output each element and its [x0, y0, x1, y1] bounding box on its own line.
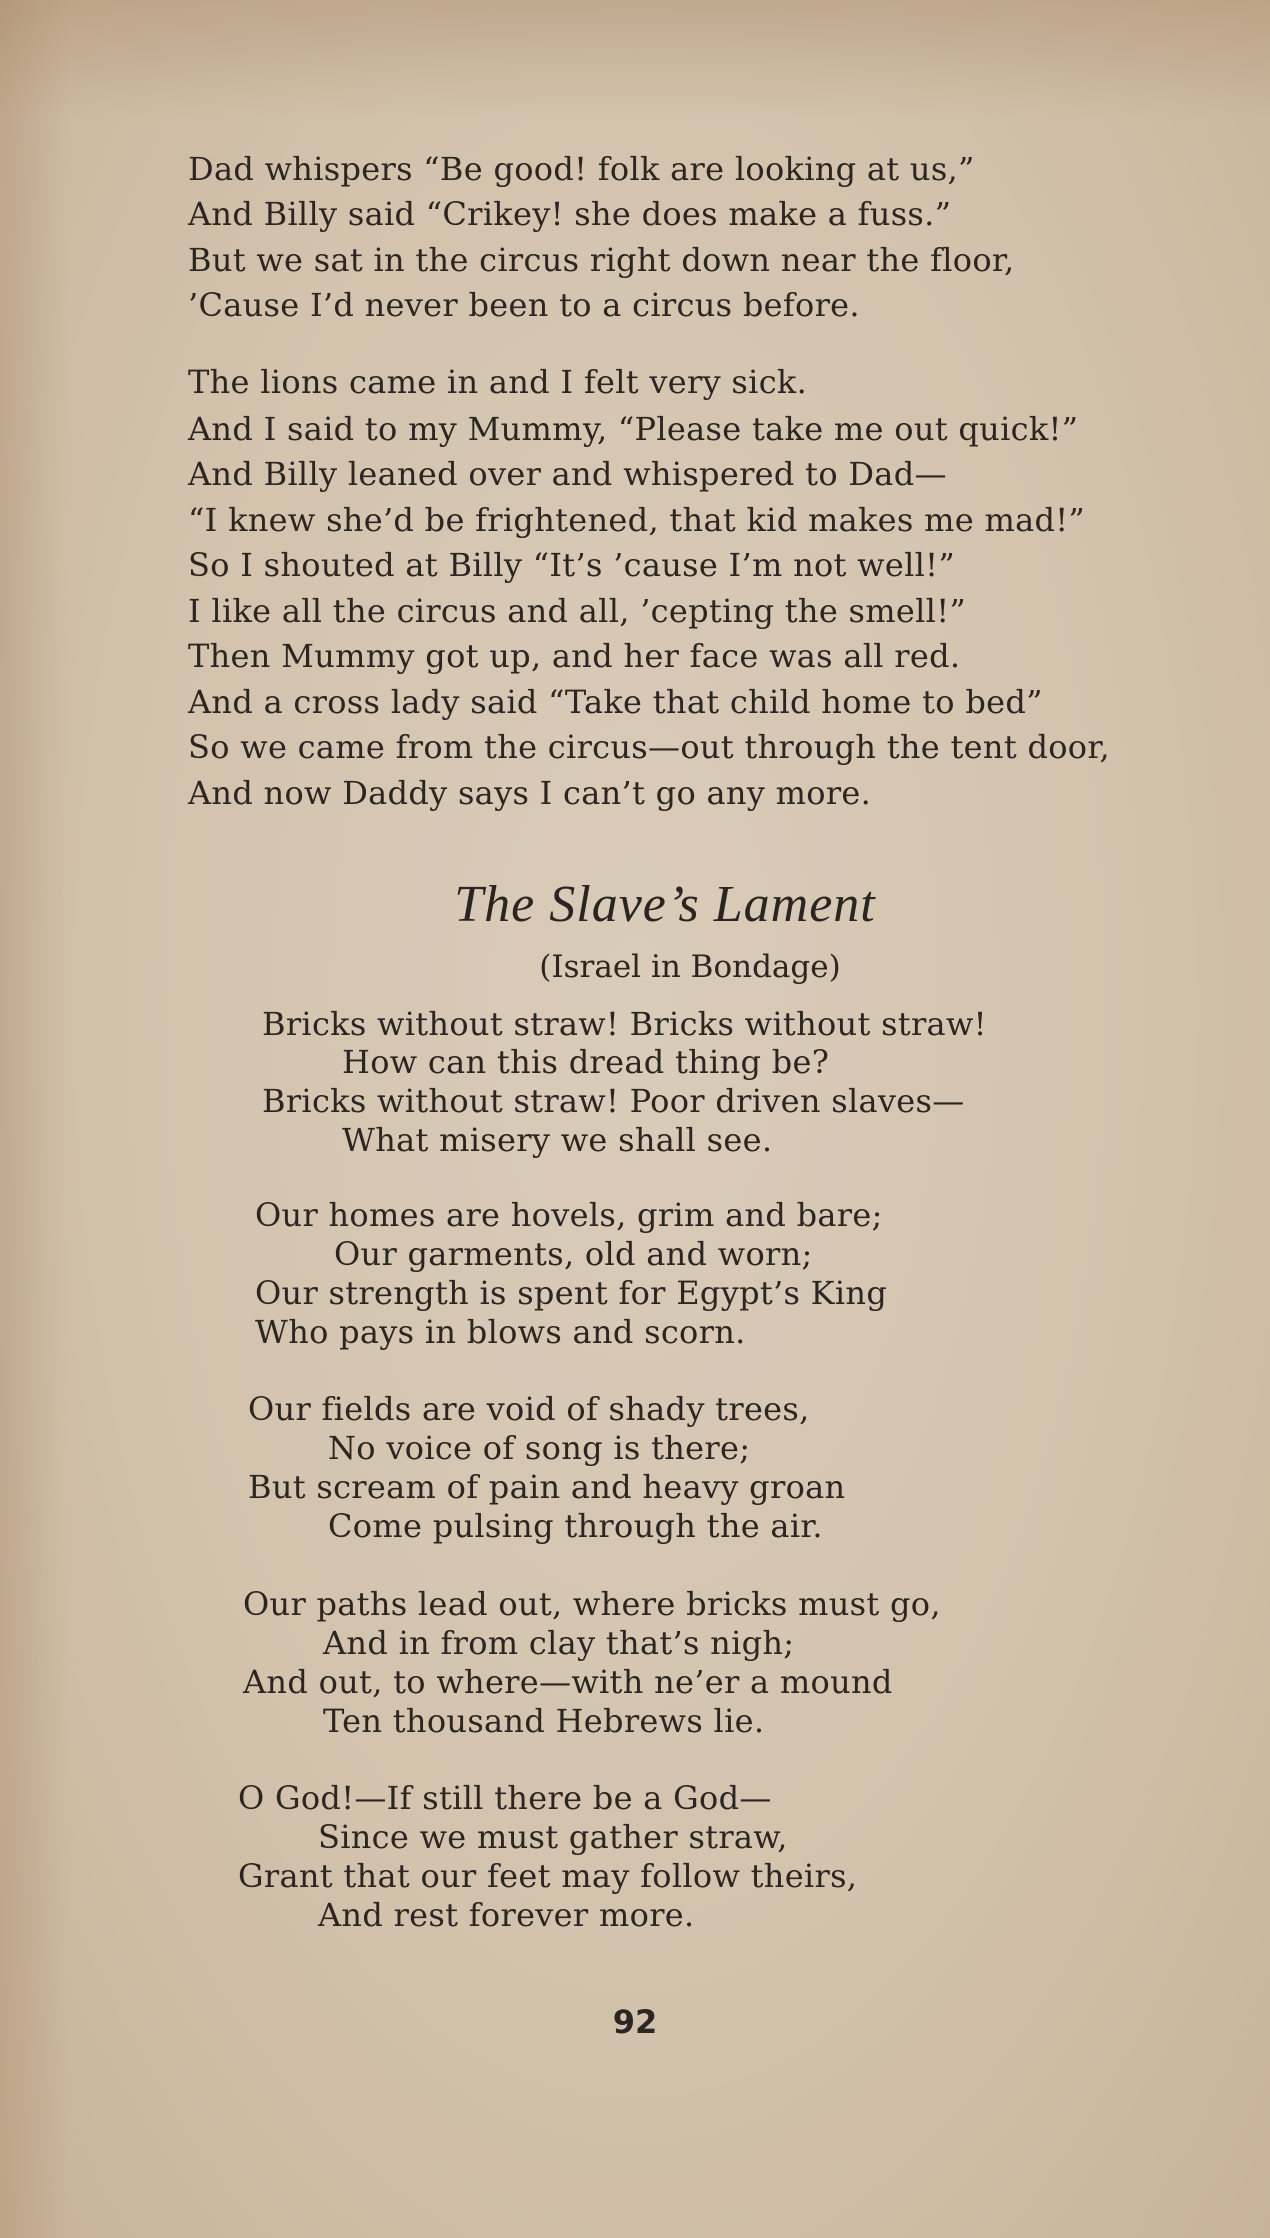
poem-line: Ten thousand Hebrews lie. [323, 1702, 765, 1740]
poem-line: Grant that our feet may follow theirs, [238, 1857, 858, 1895]
poem-line: And now Daddy says I can’t go any more. [188, 774, 872, 812]
poem-line: And in from clay that’s nigh; [323, 1624, 795, 1662]
poem-line: And a cross lady said “Take that child home to bed” [188, 683, 1043, 721]
poem-line: Dad whispers “Be good! folk are looking at us,” [188, 150, 975, 188]
page-number: 92 [612, 2003, 658, 2041]
poem-line: Who pays in blows and scorn. [255, 1313, 746, 1351]
poem-line: ’Cause I’d never been to a circus before. [188, 286, 860, 324]
poem-line: The lions came in and I felt very sick. [188, 363, 808, 401]
poem-line: What misery we shall see. [342, 1121, 773, 1159]
poem-line: So I shouted at Billy “It’s ’cause I’m not well!” [188, 546, 955, 584]
poem-line: Our paths lead out, where bricks must go, [243, 1585, 941, 1623]
poem-title: The Slave’s Lament [454, 876, 876, 933]
poem-line: And rest forever more. [318, 1896, 695, 1934]
poem-line: No voice of song is there; [328, 1429, 751, 1467]
poem-line: O God!—If still there be a God— [238, 1779, 772, 1817]
poem-line: And Billy said “Crikey! she does make a fuss.” [188, 195, 952, 233]
poem-line: Bricks without straw! Poor driven slaves— [262, 1082, 965, 1120]
poem-line: How can this dread thing be? [342, 1043, 830, 1081]
poem-line: But we sat in the circus right down near the floor, [188, 241, 1015, 279]
poem-line: And Billy leaned over and whispered to Dad— [188, 455, 947, 493]
poem-line: Our homes are hovels, grim and bare; [255, 1196, 883, 1234]
poem-line: Our fields are void of shady trees, [248, 1390, 810, 1428]
poem-line: Bricks without straw! Bricks without straw! [262, 1005, 987, 1043]
poem-line: Since we must gather straw, [318, 1818, 788, 1856]
poem-line: “I knew she’d be frightened, that kid makes me mad!” [188, 501, 1086, 539]
poem-line: So we came from the circus—out through the tent door, [188, 728, 1110, 766]
poem-line: And I said to my Mummy, “Please take me out quick!” [188, 410, 1079, 448]
poem-line: Our strength is spent for Egypt’s King [255, 1274, 888, 1312]
poem-subtitle: (Israel in Bondage) [539, 949, 841, 985]
poem-line: Our garments, old and worn; [334, 1235, 813, 1273]
poem-line: But scream of pain and heavy groan [248, 1468, 846, 1506]
poem-line: Then Mummy got up, and her face was all red. [188, 637, 961, 675]
poem-line: And out, to where—with ne’er a mound [243, 1663, 893, 1701]
poem-line: Come pulsing through the air. [328, 1507, 823, 1545]
poem-line: I like all the circus and all, ’cepting the smell!” [188, 592, 967, 630]
